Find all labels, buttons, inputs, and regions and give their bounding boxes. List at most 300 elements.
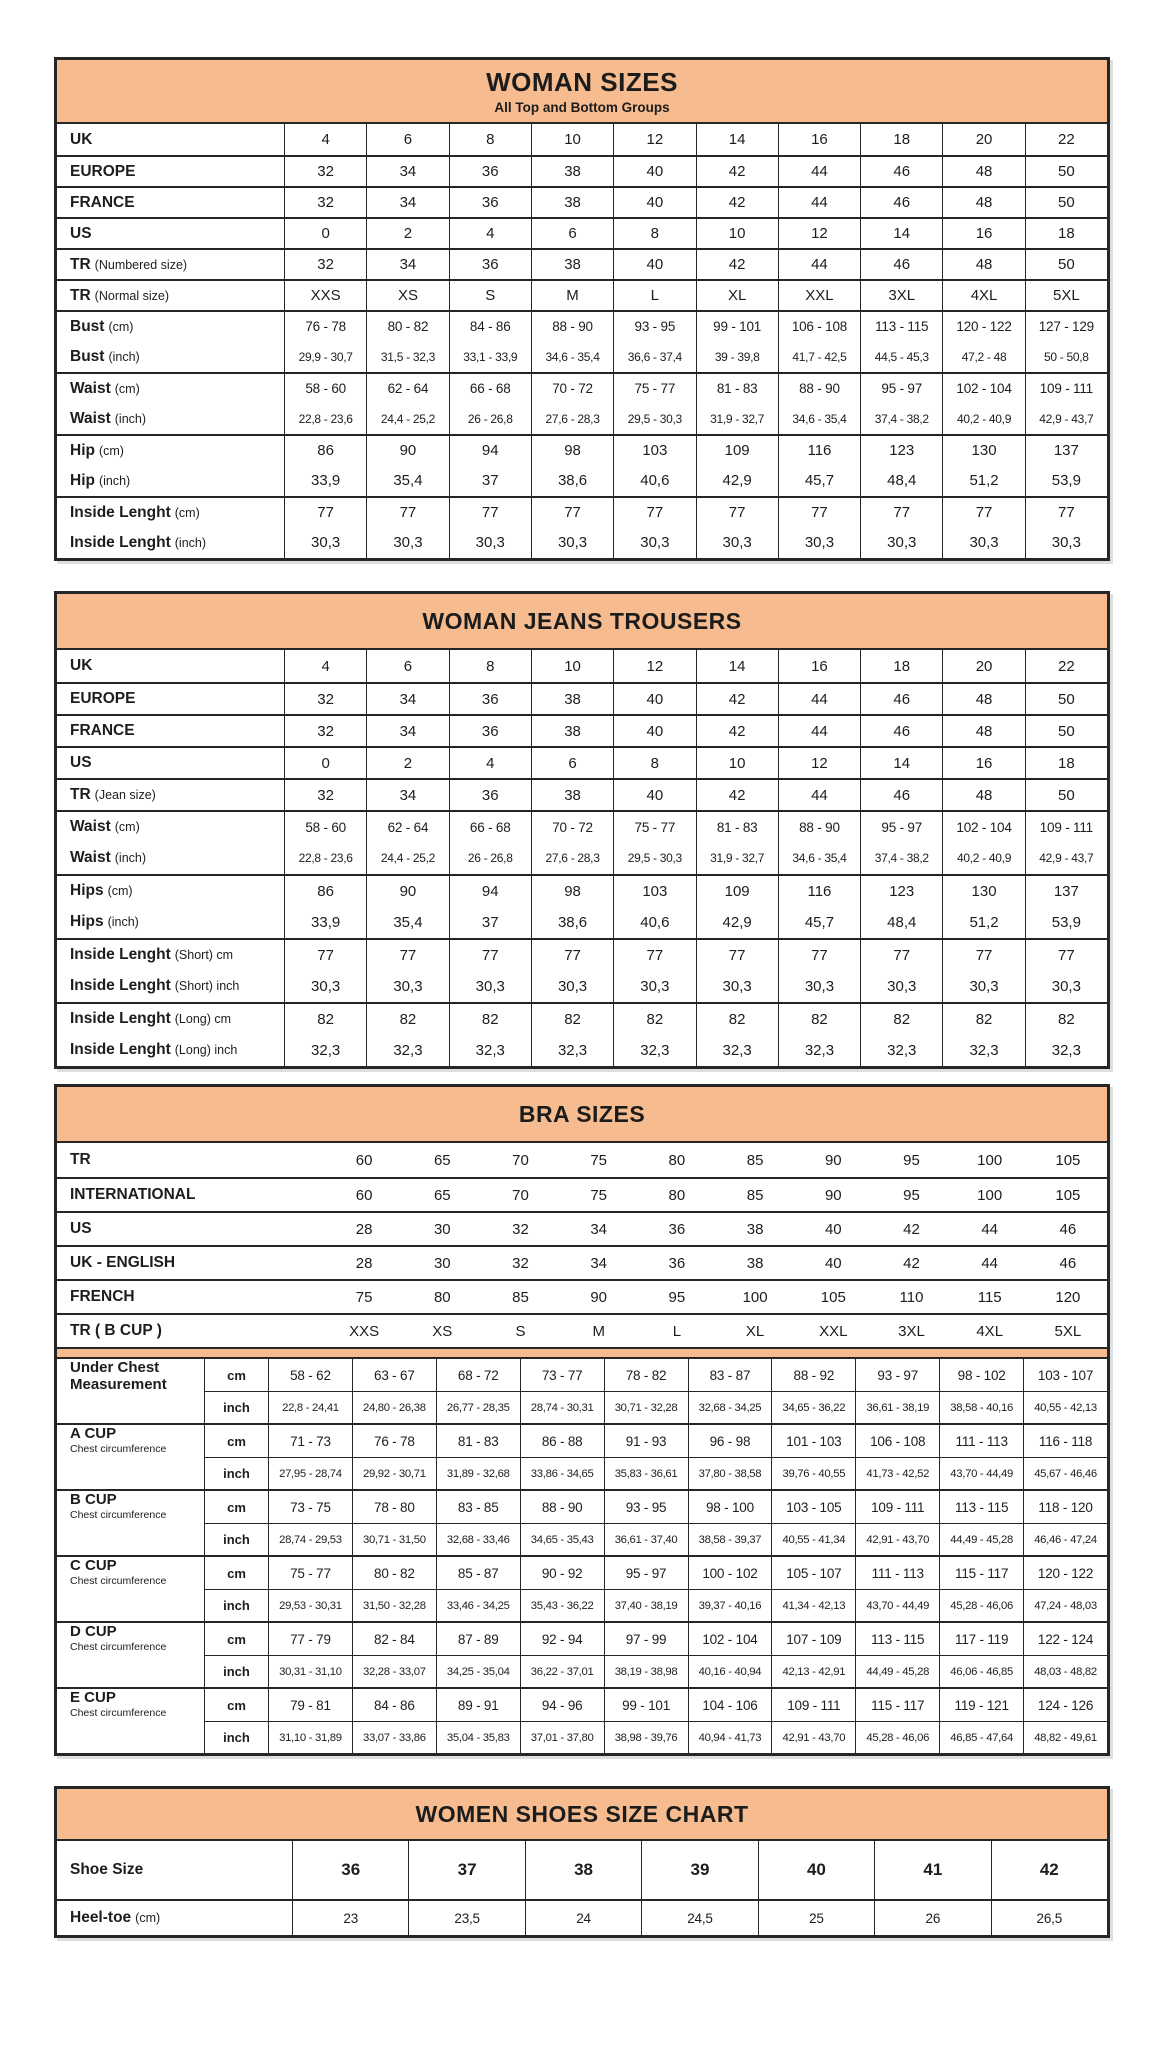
size-cell: 68 - 72	[436, 1359, 520, 1391]
table-row	[57, 970, 1107, 1002]
size-cell: 38	[531, 684, 613, 714]
size-cell: 98	[531, 876, 613, 906]
size-cell: 79 - 81	[268, 1689, 352, 1721]
size-cell: 58 - 62	[268, 1359, 352, 1391]
table-row	[57, 650, 1107, 682]
size-cell: 137	[1025, 876, 1107, 906]
size-cell: 2	[366, 219, 448, 248]
row-label	[57, 812, 284, 842]
size-cell: 86 - 88	[520, 1425, 604, 1457]
row-label-sub: (Short) inch	[174, 979, 240, 993]
size-cell: 106 - 108	[778, 312, 860, 341]
size-cell: 24,80 - 26,38	[352, 1391, 436, 1423]
size-cell: 44	[778, 716, 860, 746]
bra-cup-group	[57, 1621, 1107, 1687]
size-cell: 41,7 - 42,5	[778, 341, 860, 372]
table-title: WOMEN SHOES SIZE CHART	[415, 1800, 749, 1827]
unit-label-inch: inch	[204, 1391, 268, 1423]
size-cell: 80	[668, 1151, 686, 1169]
size-cell: 75	[355, 1288, 373, 1306]
size-cell: 8	[449, 124, 531, 155]
size-cell: 22	[1025, 650, 1107, 682]
size-cell: 5XL	[1025, 281, 1107, 310]
size-cell: 14	[860, 748, 942, 778]
size-cell: 36	[449, 780, 531, 810]
size-cell: 50	[1025, 188, 1107, 217]
size-cell: XS	[432, 1322, 453, 1340]
table-row	[57, 434, 1107, 465]
size-cell: 105	[1055, 1151, 1081, 1169]
size-cell: 65	[433, 1186, 451, 1204]
size-cell: 45,67 - 46,46	[1023, 1457, 1107, 1489]
table-row	[57, 1245, 1107, 1279]
size-cell: 30,71 - 32,28	[604, 1391, 688, 1423]
woman-jeans-table	[54, 591, 1110, 1069]
row-label-main: TR	[70, 786, 91, 803]
size-cell: 25	[758, 1901, 874, 1935]
size-cell: 30,3	[778, 970, 860, 1002]
size-cell: 88 - 90	[778, 374, 860, 403]
size-cell: 34	[366, 250, 448, 279]
size-cell: 77	[449, 940, 531, 970]
size-cell: 40	[613, 716, 695, 746]
size-cell: 34	[366, 188, 448, 217]
row-label-main: Bust	[70, 347, 105, 365]
size-cell: 40	[613, 684, 695, 714]
size-cell: 36,22 - 37,01	[520, 1655, 604, 1687]
size-cell: 81 - 83	[436, 1425, 520, 1457]
table-row	[57, 778, 1107, 810]
size-cell: 18	[1025, 748, 1107, 778]
size-cell: 27,6 - 28,3	[531, 842, 613, 874]
size-cell: 51,2	[942, 465, 1024, 496]
row-label-main: D CUP	[70, 1623, 117, 1640]
table-row	[57, 714, 1107, 746]
size-cell: 26	[874, 1901, 990, 1935]
size-cell: 46,06 - 46,85	[939, 1655, 1023, 1687]
table-row	[57, 874, 1107, 906]
size-cell: 77	[366, 498, 448, 527]
size-cell: 20	[942, 124, 1024, 155]
size-cell: 16	[942, 219, 1024, 248]
size-cell: 87 - 89	[436, 1623, 520, 1655]
row-label-main: INTERNATIONAL	[70, 1186, 196, 1203]
size-cell: XXS	[349, 1322, 380, 1340]
size-cell: 90	[366, 876, 448, 906]
size-cell: 35,43 - 36,22	[520, 1589, 604, 1621]
size-cell: 88 - 92	[771, 1359, 855, 1391]
size-cell: 98 - 102	[939, 1359, 1023, 1391]
size-cell: 78 - 82	[604, 1359, 688, 1391]
size-cell: 32,3	[942, 1034, 1024, 1066]
unit-label-cm: cm	[204, 1425, 268, 1457]
size-cell: 103 - 107	[1023, 1359, 1107, 1391]
size-cell: 31,5 - 32,3	[366, 341, 448, 372]
spacer	[54, 561, 1110, 591]
size-cell: 82	[696, 1004, 778, 1034]
size-cell: 88 - 90	[520, 1491, 604, 1523]
size-cell: 46	[860, 250, 942, 279]
size-cell: 117 - 119	[939, 1623, 1023, 1655]
size-cell: 23	[292, 1901, 408, 1935]
size-cell: 70	[512, 1151, 529, 1169]
size-cell: 115 - 117	[855, 1689, 939, 1721]
size-cell: 70 - 72	[531, 812, 613, 842]
size-cell: 44	[778, 780, 860, 810]
size-cell: 82	[531, 1004, 613, 1034]
size-cell: 42	[696, 780, 778, 810]
size-cell: 32,3	[860, 1034, 942, 1066]
row-label-main: E CUP	[70, 1689, 116, 1706]
size-cell: 2	[366, 748, 448, 778]
size-cell: 86	[284, 436, 366, 465]
size-cell: 32,3	[613, 1034, 695, 1066]
size-cell: 47,24 - 48,03	[1023, 1589, 1107, 1621]
row-label	[57, 716, 284, 746]
table-row	[57, 310, 1107, 341]
size-cell: 111 - 113	[939, 1425, 1023, 1457]
row-label-main: Hip	[70, 471, 95, 489]
table-subtitle: All Top and Bottom Groups	[494, 100, 670, 115]
row-label-main: US	[70, 1220, 92, 1237]
woman-jeans-rows	[57, 650, 1107, 1066]
size-cell: 77	[613, 940, 695, 970]
size-cell: 26,5	[991, 1901, 1107, 1935]
size-cell: 14	[860, 219, 942, 248]
row-label-main: EUROPE	[70, 162, 136, 180]
size-cell: 33,1 - 33,9	[449, 341, 531, 372]
size-cell: 6	[366, 650, 448, 682]
size-cell: 44,5 - 45,3	[860, 341, 942, 372]
row-label	[57, 1491, 204, 1555]
row-label-sub: (Numbered size)	[94, 257, 188, 272]
size-cell: 44,49 - 45,28	[939, 1523, 1023, 1555]
size-cell: 28	[355, 1220, 373, 1238]
size-cell: 32,28 - 33,07	[352, 1655, 436, 1687]
size-cell: 46	[860, 157, 942, 186]
size-cell: 77	[531, 498, 613, 527]
row-label-sub: (Long) inch	[174, 1043, 238, 1057]
table-row	[57, 1177, 1107, 1211]
size-cell: 42,91 - 43,70	[771, 1721, 855, 1753]
size-cell: 109 - 111	[771, 1689, 855, 1721]
row-label-sub: (inch)	[108, 349, 140, 364]
size-cell: 14	[696, 650, 778, 682]
size-cell: 77 - 79	[268, 1623, 352, 1655]
woman-sizes-table	[54, 57, 1110, 561]
size-cell: 38	[531, 250, 613, 279]
size-cell: 66 - 68	[449, 812, 531, 842]
size-cell: 29,5 - 30,3	[613, 842, 695, 874]
size-cell: 31,9 - 32,7	[696, 403, 778, 434]
size-cell: 18	[860, 650, 942, 682]
size-cell: 88 - 90	[778, 812, 860, 842]
row-label	[57, 436, 284, 465]
row-label	[57, 684, 284, 714]
size-cell: 100	[977, 1186, 1003, 1204]
row-label	[57, 1281, 325, 1313]
row-label-main: Inside Lenght	[70, 503, 171, 521]
size-cell: 30	[433, 1254, 451, 1272]
size-cell: 12	[613, 650, 695, 682]
row-label-main: FRANCE	[70, 193, 135, 211]
size-cell: 30,71 - 31,50	[352, 1523, 436, 1555]
bra-sizes-table	[54, 1084, 1110, 1756]
size-cell: 38	[525, 1841, 641, 1899]
size-cell: 42	[696, 716, 778, 746]
row-label-main: Inside Lenght	[70, 946, 171, 963]
row-label-main: Heel-toe	[70, 1909, 132, 1926]
row-label-sub: Measurement	[70, 1376, 167, 1393]
size-cell: 39	[641, 1841, 757, 1899]
size-cell: 38	[746, 1220, 764, 1238]
size-cell: XL	[745, 1322, 765, 1340]
size-cell: 90	[366, 436, 448, 465]
row-label	[57, 748, 284, 778]
size-cell: 82	[449, 1004, 531, 1034]
row-label	[57, 940, 284, 970]
size-cell: 73 - 75	[268, 1491, 352, 1523]
row-label	[57, 281, 284, 310]
table-row	[57, 279, 1107, 310]
size-cell: 28,74 - 30,31	[520, 1391, 604, 1423]
size-cell: 6	[366, 124, 448, 155]
size-cell: 38	[531, 780, 613, 810]
size-cell: 109 - 111	[1025, 374, 1107, 403]
size-cell: 75 - 77	[613, 374, 695, 403]
size-cell: 34,6 - 35,4	[778, 842, 860, 874]
table-row	[57, 186, 1107, 217]
row-label-sub: (inch)	[107, 915, 139, 929]
size-cell: 93 - 95	[604, 1491, 688, 1523]
size-cell: 38,58 - 39,37	[688, 1523, 772, 1555]
size-cell: 37	[408, 1841, 524, 1899]
size-cell: 14	[696, 124, 778, 155]
size-cell: 50	[1025, 250, 1107, 279]
size-cell: 0	[284, 748, 366, 778]
size-cell: 113 - 115	[860, 312, 942, 341]
size-cell: 77	[613, 498, 695, 527]
row-label-main: TR	[70, 286, 91, 304]
size-cell: 16	[778, 650, 860, 682]
size-cell: 32	[284, 250, 366, 279]
size-cell: 24,5	[641, 1901, 757, 1935]
size-cell: 96 - 98	[688, 1425, 772, 1457]
size-cell: 37,4 - 38,2	[860, 842, 942, 874]
size-cell: 22,8 - 23,6	[284, 842, 366, 874]
size-cell: 104 - 106	[688, 1689, 772, 1721]
size-cell: 77	[366, 940, 448, 970]
size-cell: 34	[366, 684, 448, 714]
size-cell: 77	[696, 940, 778, 970]
size-cell: 40	[613, 188, 695, 217]
size-cell: 77	[696, 498, 778, 527]
row-label-sub: Chest circumference	[70, 1575, 167, 1587]
size-cell: 45,28 - 46,06	[939, 1589, 1023, 1621]
size-cell: 48	[942, 684, 1024, 714]
size-cell: 8	[449, 650, 531, 682]
size-cell: 92 - 94	[520, 1623, 604, 1655]
row-label	[57, 1213, 325, 1245]
size-cell: 44	[778, 157, 860, 186]
size-cell: 73 - 77	[520, 1359, 604, 1391]
size-cell: 36,61 - 37,40	[604, 1523, 688, 1555]
row-label	[57, 1004, 284, 1034]
size-cell: 22,8 - 24,41	[268, 1391, 352, 1423]
table-row	[57, 1143, 1107, 1177]
row-label-sub: (inch)	[114, 851, 147, 865]
size-cell: 82	[942, 1004, 1024, 1034]
size-cell: 42,9	[696, 906, 778, 938]
size-cell: 116	[778, 436, 860, 465]
table-row	[57, 906, 1107, 938]
size-cell: 4	[449, 219, 531, 248]
row-label-main: Hips	[70, 913, 104, 930]
size-cell: 18	[860, 124, 942, 155]
row-label	[57, 1425, 204, 1489]
table-row	[57, 1211, 1107, 1245]
size-cell: 32,3	[1025, 1034, 1107, 1066]
row-label-main: C CUP	[70, 1557, 117, 1574]
size-cell: 32,3	[696, 1034, 778, 1066]
row-label-main: Inside Lenght	[70, 1041, 171, 1058]
size-cell: 51,2	[942, 906, 1024, 938]
size-cell: 44	[981, 1254, 999, 1272]
size-cell: 38,19 - 38,98	[604, 1655, 688, 1687]
size-cell: 94	[449, 436, 531, 465]
size-cell: 40	[613, 250, 695, 279]
row-label	[57, 906, 284, 938]
size-cell: 77	[942, 940, 1024, 970]
row-label	[57, 374, 284, 403]
size-cell: L	[672, 1322, 682, 1340]
size-cell: 109	[696, 876, 778, 906]
row-label-main: UK - ENGLISH	[70, 1254, 176, 1271]
table-title: WOMAN JEANS TROUSERS	[422, 607, 742, 634]
size-cell: 30,3	[613, 527, 695, 558]
size-cell: 82	[366, 1004, 448, 1034]
size-cell: 30,31 - 31,10	[268, 1655, 352, 1687]
size-cell: 95	[668, 1288, 686, 1306]
size-cell: 122 - 124	[1023, 1623, 1107, 1655]
row-label	[57, 1623, 204, 1687]
row-label	[57, 1247, 325, 1279]
size-cell: 110	[899, 1288, 924, 1306]
row-label-sub: (inch)	[174, 535, 207, 550]
row-label-main: Hip	[70, 441, 95, 459]
size-cell: 45,7	[778, 465, 860, 496]
size-cell: 38	[746, 1254, 764, 1272]
size-cell: 130	[942, 436, 1024, 465]
size-cell: 84 - 86	[352, 1689, 436, 1721]
size-cell: 77	[284, 940, 366, 970]
size-cell: 123	[860, 436, 942, 465]
row-label	[57, 970, 284, 1002]
size-cell: 46,46 - 47,24	[1023, 1523, 1107, 1555]
size-cell: 75	[590, 1186, 608, 1204]
size-cell: 42	[696, 188, 778, 217]
unit-label-cm: cm	[204, 1689, 268, 1721]
size-cell: 85	[746, 1151, 764, 1169]
size-cell: 6	[531, 748, 613, 778]
row-label-main: FRANCE	[70, 722, 135, 739]
size-cell: 30,3	[778, 527, 860, 558]
size-cell: 33,86 - 34,65	[520, 1457, 604, 1489]
size-cell: 88 - 90	[531, 312, 613, 341]
row-label	[57, 1841, 292, 1899]
size-cell: 34	[366, 780, 448, 810]
size-cell: 32	[284, 188, 366, 217]
row-label	[57, 1359, 204, 1423]
row-label-sub: (cm)	[174, 505, 200, 520]
woman-sizes-rows	[57, 124, 1107, 558]
size-cell: 83 - 87	[688, 1359, 772, 1391]
size-cell: 82	[778, 1004, 860, 1034]
size-cell: 37	[449, 906, 531, 938]
size-cell: 105 - 107	[771, 1557, 855, 1589]
table-row	[57, 124, 1107, 155]
size-cell: 42,91 - 43,70	[855, 1523, 939, 1555]
size-cell: 77	[531, 940, 613, 970]
size-cell: 120 - 122	[942, 312, 1024, 341]
table-row	[57, 465, 1107, 496]
size-cell: 77	[1025, 498, 1107, 527]
unit-label-inch: inch	[204, 1457, 268, 1489]
bra-cup-group	[57, 1555, 1107, 1621]
size-cell: 102 - 104	[688, 1623, 772, 1655]
size-cell: 58 - 60	[284, 812, 366, 842]
size-cell: 77	[778, 498, 860, 527]
size-cell: 71 - 73	[268, 1425, 352, 1457]
size-cell: 43,70 - 44,49	[855, 1589, 939, 1621]
size-cell: 41,73 - 42,52	[855, 1457, 939, 1489]
size-cell: 30,3	[1025, 970, 1107, 1002]
size-cell: 38,98 - 39,76	[604, 1721, 688, 1753]
size-cell: 50	[1025, 716, 1107, 746]
size-cell: 46	[1059, 1254, 1077, 1272]
bra-sizes-header	[57, 1087, 1107, 1143]
row-label-sub: (inch)	[114, 411, 147, 426]
size-cell: 113 - 115	[855, 1623, 939, 1655]
size-cell: 30,3	[531, 970, 613, 1002]
size-cell: 36	[449, 684, 531, 714]
size-cell: 100	[742, 1288, 768, 1306]
table-row	[57, 1841, 1107, 1899]
size-cell: 127 - 129	[1025, 312, 1107, 341]
size-cell: 46	[860, 684, 942, 714]
size-cell: 37,01 - 37,80	[520, 1721, 604, 1753]
size-cell: 42	[991, 1841, 1107, 1899]
row-label-main: Inside Lenght	[70, 977, 171, 994]
size-cell: 22	[1025, 124, 1107, 155]
size-cell: 40	[758, 1841, 874, 1899]
size-cell: 47,2 - 48	[942, 341, 1024, 372]
size-cell: 40,2 - 40,9	[942, 842, 1024, 874]
size-cell: 42,13 - 42,91	[771, 1655, 855, 1687]
size-cell: 44	[778, 188, 860, 217]
size-cell: 120 - 122	[1023, 1557, 1107, 1589]
size-cell: 34,25 - 35,04	[436, 1655, 520, 1687]
size-cell: 32	[284, 780, 366, 810]
women-shoes-rows	[57, 1841, 1107, 1935]
size-cell: 36,6 - 37,4	[613, 341, 695, 372]
size-cell: 30,3	[696, 527, 778, 558]
size-cell: M	[531, 281, 613, 310]
size-cell: 4	[449, 748, 531, 778]
size-cell: 34	[590, 1254, 608, 1272]
size-cell: 48	[942, 157, 1024, 186]
row-label-sub: (Short) cm	[174, 948, 234, 962]
